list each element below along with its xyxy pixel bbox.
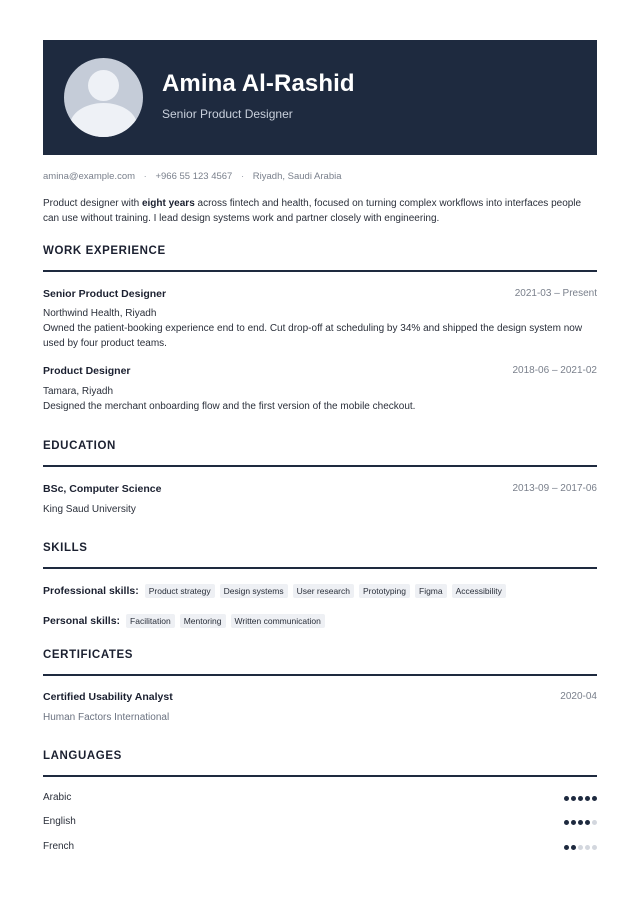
level-dot-filled [578,820,583,825]
skill-chip: Figma [415,584,447,598]
language-level-dots [562,796,597,801]
education-dates: 2013-09 – 2017-06 [512,483,597,494]
language-level-dots [562,845,597,850]
work-dates: 2021-03 – Present [514,288,597,299]
work-company: Tamara, Riyadh [43,386,114,397]
contact-phone[interactable]: +966 55 123 4567 [155,171,233,182]
skill-chip: Facilitation [126,614,175,628]
avatar [64,58,143,137]
education-degree: BSc, Computer Science [43,483,162,495]
section-title-certificates: CERTIFICATES [43,649,134,661]
avatar-head-shape [88,70,119,101]
section-rule [43,674,597,676]
skill-chip: Written communication [231,614,325,628]
work-dates: 2018-06 – 2021-02 [512,365,597,376]
level-dot-filled [564,820,569,825]
certificate-date: 2020-04 [560,691,597,702]
summary-text-start: Product designer with [43,198,142,209]
work-title: Product Designer [43,365,131,377]
contact-line [43,171,342,182]
section-title-skills: SKILLS [43,542,88,554]
contact-separator: · [240,171,245,182]
skill-chip: Product strategy [145,584,215,598]
level-dot-empty [592,820,597,825]
level-dot-filled [585,820,590,825]
education-school: King Saud University [43,504,136,515]
skill-chip: Prototyping [359,584,410,598]
profile-summary [43,197,597,226]
professional-skills-label: Professional skills: [43,585,139,597]
personal-skills-row [43,614,330,628]
avatar-body-shape [70,103,137,137]
personal-skills-label: Personal skills: [43,615,121,627]
skill-chip: Accessibility [452,584,506,598]
section-title-languages: LANGUAGES [43,750,122,762]
level-dot-filled [564,796,569,801]
section-rule [43,775,597,777]
level-dot-filled [571,796,576,801]
level-dot-filled [564,845,569,850]
level-dot-filled [592,796,597,801]
work-company: Northwind Health, Riyadh [43,308,157,319]
level-dot-filled [585,796,590,801]
level-dot-empty [592,845,597,850]
certificate-issuer: Human Factors International [43,712,170,723]
level-dot-filled [578,796,583,801]
skill-chip: Mentoring [180,614,226,628]
level-dot-empty [578,845,583,850]
certificate-title: Certified Usability Analyst [43,691,173,703]
skill-chip: User research [293,584,354,598]
work-title: Senior Product Designer [43,288,167,300]
language-name: English [43,816,76,827]
language-row [43,841,597,855]
section-rule [43,465,597,467]
summary-text-end: across fintech and health, focused on turning complex workflows into interfaces people can use without training. I lead design systems work and partner closely with engineering. [43,198,582,224]
work-description: Owned the patient-booking experience end to end. Cut drop-off at scheduling by 34% and shipped the design system now used by four product teams. [43,323,583,349]
section-rule [43,270,597,272]
resume-header [43,40,597,155]
work-description: Designed the merchant onboarding flow and the first version of the mobile checkout. [43,401,416,412]
language-row [43,792,597,806]
contact-email[interactable]: amina@example.com [43,171,136,182]
language-level-dots [562,820,597,825]
candidate-name: Amina Al-Rashid [162,70,355,97]
contact-separator: · [143,171,147,182]
section-title-work: WORK EXPERIENCE [43,245,166,257]
professional-skills-row [43,584,511,598]
language-name: French [43,841,75,852]
section-title-education: EDUCATION [43,440,116,452]
level-dot-filled [571,845,576,850]
level-dot-filled [571,820,576,825]
contact-location: Riyadh, Saudi Arabia [252,171,342,182]
language-row [43,816,597,830]
summary-highlight: eight years [141,198,195,209]
section-rule [43,567,597,569]
language-name: Arabic [43,792,72,803]
skill-chip: Design systems [220,584,288,598]
candidate-role: Senior Product Designer [162,107,293,121]
level-dot-empty [585,845,590,850]
